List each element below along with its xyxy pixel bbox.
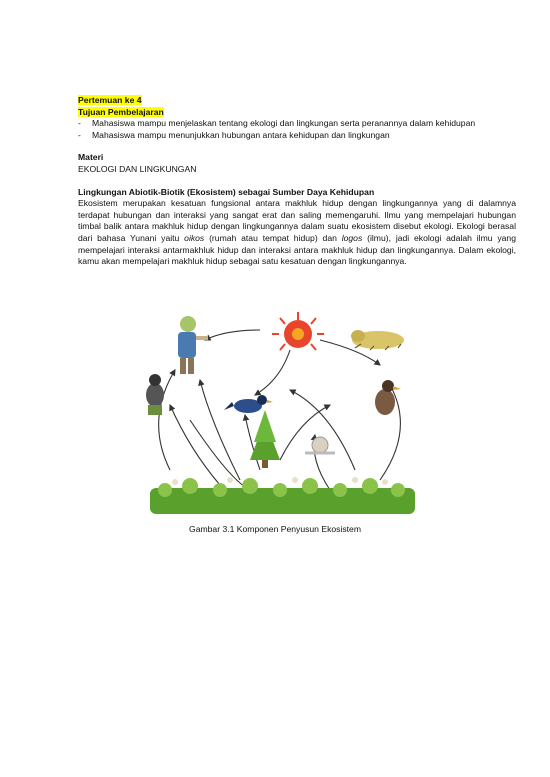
section-paragraph: Ekosistem merupakan kesatuan fungsional antara makhluk hidup dengan lingkungannya yang di dalamnya terdapat hubungan dan interaksi yang sangat erat dan saling memengaruhi. Ilmu yang mempelajari hubungan timbal balik antara makhluk hidup dengan lingkungannya dalam suatu ekosistem disebut ekologi. Ekologi berasal dari bahasa Yunani yaitu oikos (rumah atau tempat hidup) dan logos (ilmu), jadi ekologi adalah ilmu yang mempelajari interaksi antarmakhluk hidup dan interaksi antara makhluk hidup dan lingkungannya. Dalam ekologi, kamu akan mempelajari makhluk hidup sebagai satu kesatuan dengan lingkungannya. — [78, 198, 516, 267]
materi-label: Materi — [78, 152, 104, 163]
objective-item-1: - Mahasiswa mampu menjelaskan tentang ekologi dan lingkungan serta peranannya dalam kehidupan — [78, 118, 476, 129]
objective-item-2: - Mahasiswa mampu menunjukkan hubungan antara kehidupan dan lingkungan — [78, 129, 390, 140]
content-area — [78, 95, 516, 268]
figure-caption: Gambar 3.1 Komponen Penyusun Ekosistem — [189, 524, 361, 534]
section-heading: Lingkungan Abiotik-Biotik (Ekosistem) sebagai Sumber Daya Kehidupan — [78, 186, 375, 197]
term-oikos: oikos — [184, 232, 205, 243]
vegetation-icon — [150, 477, 415, 514]
term-logos: logos — [341, 232, 363, 243]
snail-icon — [305, 437, 335, 453]
ecosystem-figure — [130, 310, 425, 520]
materi-topic: EKOLOGI DAN LINGKUNGAN — [78, 163, 197, 174]
sun-icon — [272, 312, 324, 350]
herbivore-icon — [351, 330, 404, 350]
bird-left-icon — [146, 374, 164, 415]
meeting-label: Pertemuan ke 4 — [78, 95, 142, 105]
human-icon — [178, 316, 208, 374]
tree-icon — [250, 410, 280, 468]
bird-center-icon — [224, 395, 273, 413]
objectives-title: Tujuan Pembelajaran — [78, 106, 164, 117]
bird-right-icon — [375, 380, 401, 415]
